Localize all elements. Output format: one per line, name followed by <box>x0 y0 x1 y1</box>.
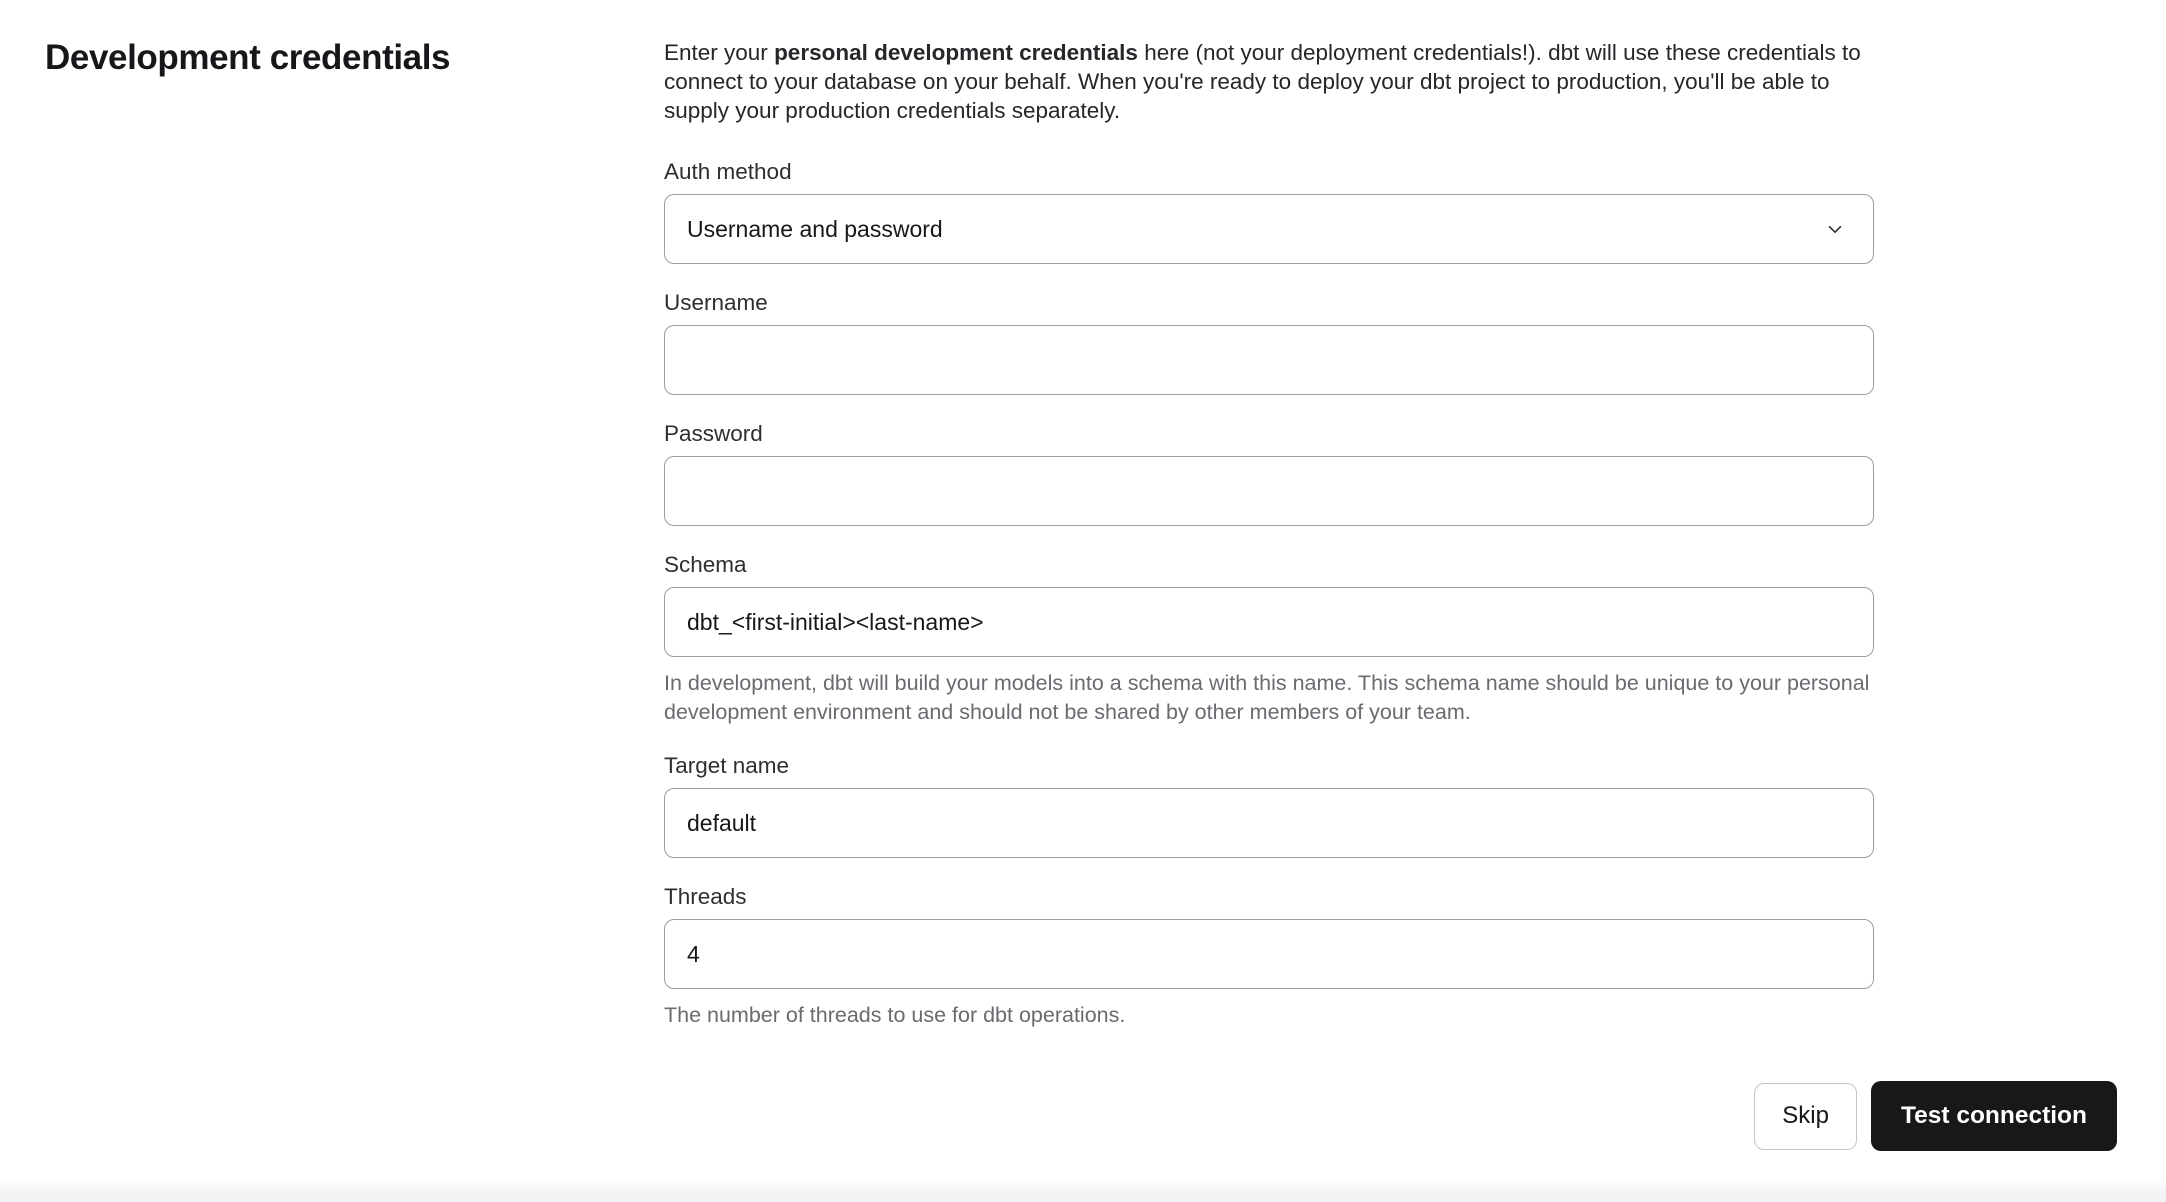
schema-label: Schema <box>664 552 747 577</box>
form-actions <box>1754 1081 2117 1151</box>
description-suffix: here (not your deployment credentials!). dbt will use these credentials to connect to your database on your behalf. When you're ready to deploy your dbt project to production, you'll be able to supply your production credentials separately. <box>664 40 1861 123</box>
bottom-edge-divider <box>0 1180 2166 1202</box>
password-label: Password <box>664 421 763 446</box>
threads-helper-text: The number of threads to use for dbt operations. <box>664 1003 1126 1027</box>
credentials-form <box>664 38 1874 1030</box>
description-prefix: Enter your <box>664 40 775 65</box>
threads-input[interactable] <box>664 919 1874 989</box>
target-name-label: Target name <box>664 753 790 778</box>
username-label: Username <box>664 290 768 315</box>
auth-method-selected-value: Username and password <box>687 215 943 242</box>
chevron-down-icon <box>1823 217 1847 241</box>
password-input[interactable] <box>664 456 1874 526</box>
auth-method-label: Auth method <box>664 159 792 184</box>
schema-helper-text: In development, dbt will build your models into a schema with this name. This schema name should be unique to your personal development environment and should not be shared by other members of your team. <box>664 671 1870 724</box>
skip-button[interactable]: Skip <box>1754 1083 1857 1150</box>
schema-input[interactable] <box>664 587 1874 657</box>
page-description <box>664 38 1874 125</box>
target-name-input[interactable] <box>664 788 1874 858</box>
page-title: Development credentials <box>45 38 451 77</box>
description-bold: personal development credentials <box>774 40 1138 65</box>
test-connection-button[interactable]: Test connection <box>1871 1081 2117 1151</box>
threads-label: Threads <box>664 884 747 909</box>
username-input[interactable] <box>664 325 1874 395</box>
auth-method-select[interactable] <box>664 194 1874 264</box>
